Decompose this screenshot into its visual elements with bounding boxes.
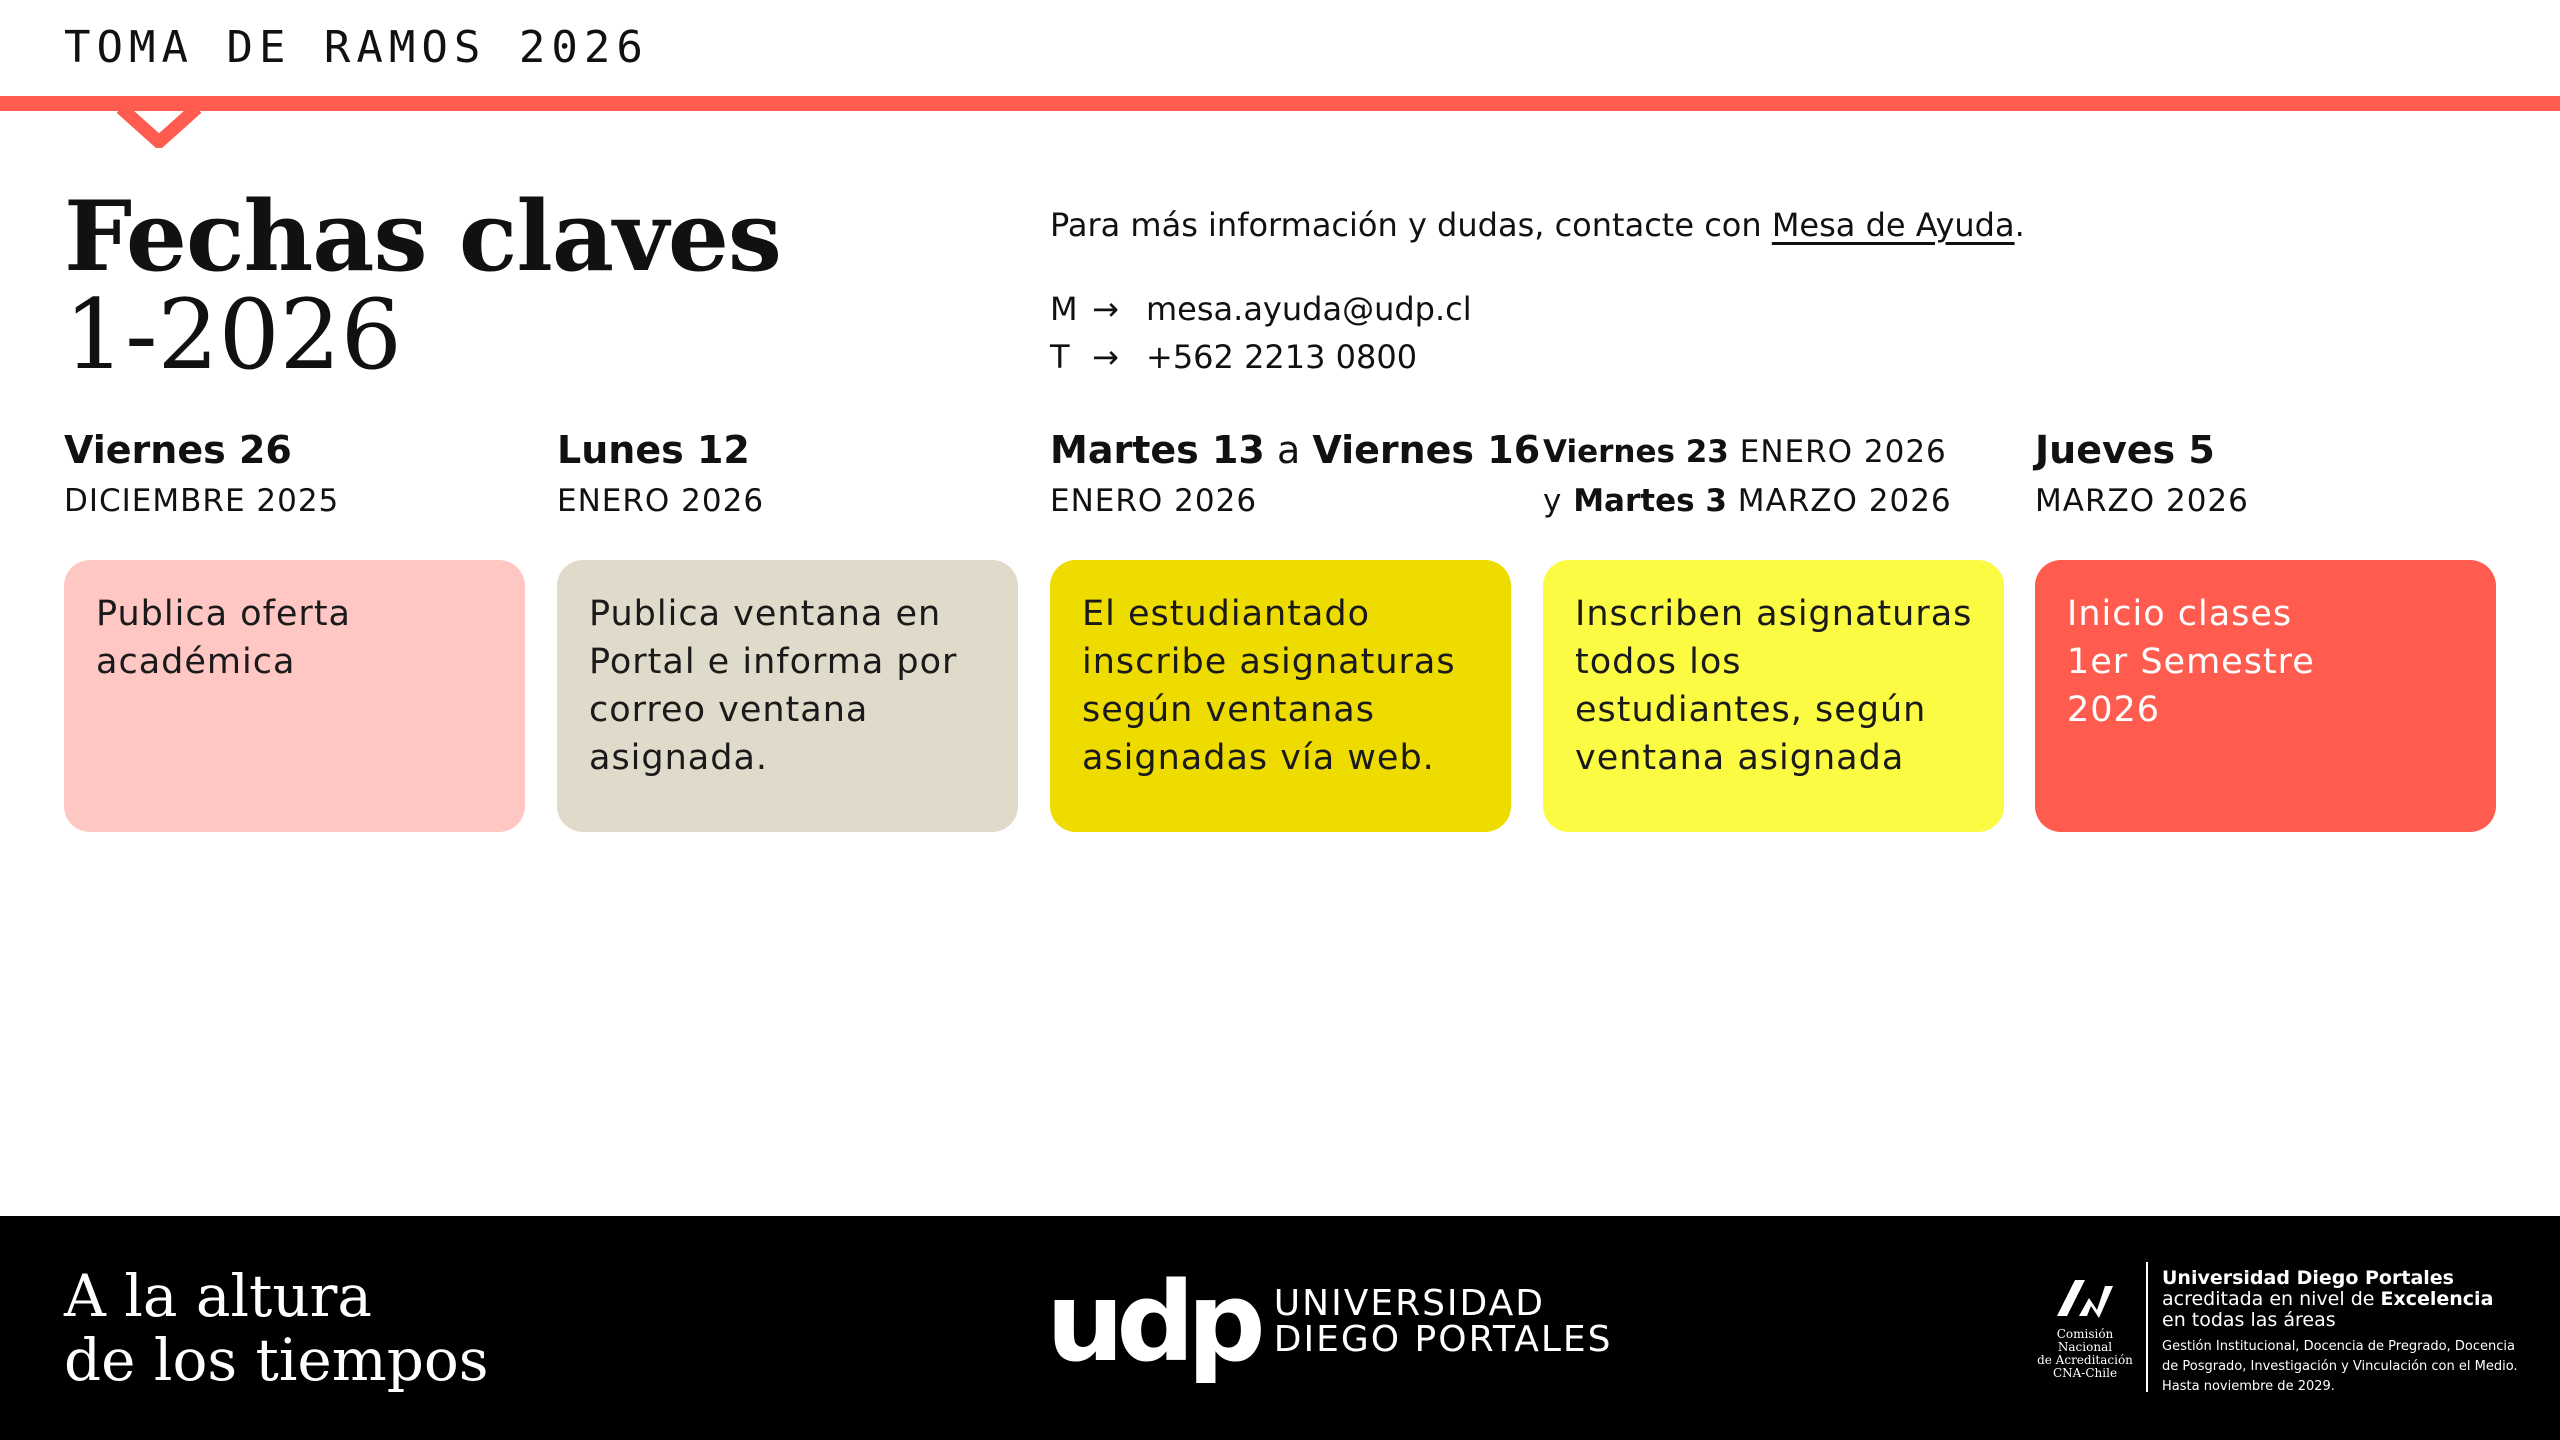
accreditation-details bbox=[2162, 1337, 2560, 1397]
page-header-title: TOMA DE RAMOS 2026 bbox=[64, 22, 649, 73]
header-notch-icon bbox=[117, 104, 201, 148]
timeline-card-4 bbox=[1543, 560, 2004, 832]
contact-email-row bbox=[1050, 290, 1472, 328]
help-info-suffix: . bbox=[2014, 206, 2025, 244]
page-title-line1: Fechas claves bbox=[64, 180, 781, 293]
timeline-card-2 bbox=[557, 560, 1018, 832]
cna-logo bbox=[2030, 1276, 2140, 1380]
accreditation-level: Excelencia bbox=[2380, 1288, 2494, 1310]
arrow-right-icon: → bbox=[1092, 338, 1119, 376]
cna-label-line2: de Acreditación bbox=[2037, 1353, 2133, 1367]
timeline-date-month: DICIEMBRE 2025 bbox=[64, 483, 340, 519]
timeline-date-month: ENERO 2026 bbox=[1050, 483, 1258, 519]
accreditation-details-line2: de Posgrado, Investigación y Vinculación con el Medio. bbox=[2162, 1359, 2518, 1374]
timeline-card-1 bbox=[64, 560, 525, 832]
accreditation-line2 bbox=[2162, 1289, 2560, 1310]
timeline-date-start: Viernes 23 bbox=[1543, 434, 1729, 470]
timeline-date-separator: a bbox=[1264, 428, 1313, 472]
timeline-date-2 bbox=[557, 423, 1018, 525]
footer-divider bbox=[2146, 1262, 2148, 1392]
cna-label-line3: CNA-Chile bbox=[2052, 1366, 2118, 1380]
timeline-date-5 bbox=[2035, 423, 2496, 525]
timeline-date-month: MARZO 2026 bbox=[2035, 483, 2249, 519]
timeline-date-day: Jueves 5 bbox=[2035, 428, 2215, 472]
timeline-date-4 bbox=[1543, 423, 2004, 525]
page-title bbox=[64, 180, 781, 391]
cna-label-line1: Comisión Nacional bbox=[2056, 1327, 2114, 1354]
udp-logo-line1: UNIVERSIDAD bbox=[1273, 1283, 1545, 1324]
timeline-date-3 bbox=[1050, 423, 1541, 525]
footer bbox=[0, 1216, 2560, 1440]
help-info-prefix: Para más información y dudas, contacte con bbox=[1050, 206, 1772, 244]
accreditation-line1: Universidad Diego Portales bbox=[2162, 1267, 2454, 1289]
timeline-card-text: Inscriben asignaturas todos los estudiantes, según ventana asignada bbox=[1575, 594, 1973, 778]
contact-email-value[interactable]: mesa.ayuda@udp.cl bbox=[1146, 290, 1472, 328]
timeline-card-text: El estudiantado inscribe asignaturas según ventanas asignadas vía web. bbox=[1082, 594, 1456, 778]
accreditation-text bbox=[2162, 1268, 2560, 1397]
timeline-date-1 bbox=[64, 423, 525, 525]
contact-phone-key: T bbox=[1050, 338, 1070, 376]
contact-phone-row bbox=[1050, 338, 1417, 376]
udp-logo-text bbox=[1273, 1283, 1613, 1360]
timeline-date-day: Lunes 12 bbox=[557, 428, 750, 472]
footer-slogan-line2: de los tiempos bbox=[64, 1326, 489, 1394]
contact-phone-value[interactable]: +562 2213 0800 bbox=[1146, 338, 1418, 376]
udp-logo bbox=[1046, 1258, 1613, 1386]
timeline-card-3 bbox=[1050, 560, 1511, 832]
accreditation-details-line1: Gestión Institucional, Docencia de Pregrado, Docencia bbox=[2162, 1339, 2515, 1354]
timeline-card-5 bbox=[2035, 560, 2496, 832]
timeline-date-line1 bbox=[1543, 427, 2004, 477]
header-divider-line bbox=[0, 96, 2560, 111]
footer-slogan bbox=[64, 1264, 489, 1392]
timeline-date-end: Viernes 16 bbox=[1312, 428, 1541, 472]
arrow-right-icon: → bbox=[1092, 290, 1119, 328]
timeline-date-day: Viernes 26 bbox=[64, 428, 292, 472]
cna-mark-icon bbox=[2053, 1276, 2117, 1322]
udp-logo-mark: udp bbox=[1046, 1258, 1258, 1386]
timeline-date-start-month: ENERO 2026 bbox=[1728, 434, 1947, 470]
timeline-date-end: Martes 3 bbox=[1573, 483, 1727, 519]
help-info-text bbox=[1050, 206, 2025, 244]
udp-logo-line2: DIEGO PORTALES bbox=[1273, 1319, 1613, 1360]
accreditation-line3: en todas las áreas bbox=[2162, 1309, 2336, 1331]
contact-email-key: M bbox=[1050, 290, 1078, 328]
timeline-date-day bbox=[1050, 423, 1541, 477]
accreditation-line2-pre: acreditada en nivel de bbox=[2162, 1288, 2381, 1310]
timeline-card-text: Publica oferta académica bbox=[96, 594, 351, 682]
timeline-date-start: Martes 13 bbox=[1050, 428, 1265, 472]
help-desk-link[interactable]: Mesa de Ayuda bbox=[1771, 206, 2015, 244]
timeline-date-end-month: MARZO 2026 bbox=[1726, 483, 1952, 519]
footer-slogan-line1: A la altura bbox=[64, 1262, 372, 1330]
timeline-date-connector: y bbox=[1543, 483, 1574, 519]
timeline-card-text: Publica ventana en Portal e informa por correo ventana asignada. bbox=[589, 594, 958, 778]
timeline-date-line2 bbox=[1543, 477, 2004, 525]
accreditation-details-line3: Hasta noviembre de 2029. bbox=[2162, 1379, 2335, 1394]
page-title-line2: 1-2026 bbox=[64, 279, 402, 391]
timeline-date-month: ENERO 2026 bbox=[557, 483, 765, 519]
timeline-card-text: Inicio clases 1er Semestre 2026 bbox=[2067, 594, 2315, 730]
